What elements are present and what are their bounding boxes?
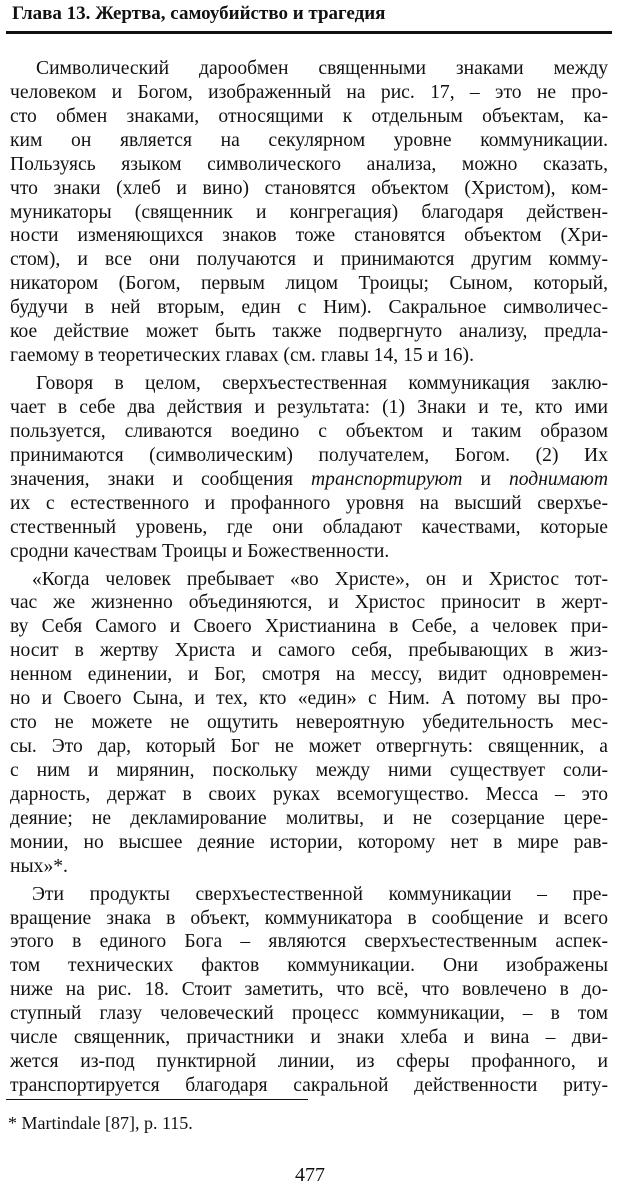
text-line: чает в себе два действия и результата: (1) Знаки и те, кто ими [10,397,608,418]
page-number: 477 [295,1164,325,1186]
text-line: ности изменяющихся знаков тоже становятся объектом (Хри- [10,225,608,246]
text-line: сто не можете не ощутить невероятную убедительность мес- [10,712,608,733]
text-line: числе священник, причастники и знаки хлеба и вина – дви- [10,1027,608,1048]
text-line: принимаются (символическим) получателем, Богом. (2) Их [10,445,608,466]
text-line: жется из-под пунктирной линии, из сферы профанного, и [10,1051,608,1072]
text-line: вращение знака в объект, коммуникатора в сообщение и всего [10,908,608,929]
text-line: Говоря в целом, сверхъестественная коммуникация заклю- [36,373,608,394]
footnote-rule [6,1099,308,1100]
text-line: сы. Это дар, который Бог не может отвергнуть: священник, а [10,736,608,757]
text-line: монии, но высшее деяние истории, которому нет в мире рав- [10,832,608,853]
text-line: сродни качествам Троицы и Божественности. [10,541,390,562]
text-line: носит в жертву Христа и самого себя, пребывающих в жиз- [10,640,608,661]
emphasis-text: транспортируют [311,469,463,490]
text-line: Эти продукты сверхъестественной коммуникации – пре- [32,884,608,905]
text-line: гаемому в теоретических главах (см. главы 14, 15 и 16). [10,345,474,366]
text-line: этого в единого Бога – являются сверхъестественным аспек- [10,931,608,952]
text-line: человеком и Богом, изображенный на рис. 17, – это не про- [10,82,608,103]
text-line: пользуется, сливаются воедино с объектом и таким образом [10,421,608,442]
text-line: транспортируется благодаря сакральной действенности риту- [10,1075,608,1096]
text-segment: значения, знаки и сообщения [10,469,293,490]
text-line: ву Себя Самого и Своего Христианина в Себе, а человек при- [10,616,608,637]
text-line: муникаторы (священник и конгрегация) благодаря действен- [10,202,608,223]
text-line: Символический дарообмен священными знаками между [36,58,608,79]
text-line: кое действие может быть также подвергнуто анализу, предла- [10,321,608,342]
emphasis-text: поднимают [508,469,608,490]
text-line: деяние; не декламирование молитвы, и не созерцание цере- [10,808,608,829]
text-line: ким он является на секулярном уровне коммуникации. [10,130,608,151]
text-line [10,468,608,492]
text-line: «Когда человек пребывает «во Христе», он и Христос тот- [32,569,608,590]
text-line: стом), и все они получаются и принимаются другим комму- [10,249,608,270]
text-line: ниже на рис. 18. Стоит заметить, что всё, что вовлечено в до- [10,979,608,1000]
text-line: сто обмен знаками, относящими к отдельным объектам, ка- [10,106,608,127]
text-line: час же жизненно объединяются, и Христос приносит в жерт- [10,592,608,613]
text-line: ненном единении, и Бог, смотря на мессу, видит одновремен- [10,664,608,685]
header-rule [6,31,612,34]
text-line: никатором (Богом, первым лицом Троицы; Сыном, который, [10,273,608,294]
text-line: но и Своего Сына, и тех, кто «един» с Ним. А потому вы про- [10,688,608,709]
text-segment: и [480,469,491,490]
text-line: что знаки (хлеб и вино) становятся объектом (Христом), ком- [10,178,608,199]
text-line: дарность, держат в своих руках всемогущество. Месса – это [10,784,608,805]
text-line: их с естественного и профанного уровня на высший сверхъе- [10,493,608,514]
text-line: стественный уровень, где они обладают качествами, которые [10,517,608,538]
running-header: Глава 13. Жертва, самоубийство и трагедия [12,3,386,24]
text-line: том технических фактов коммуникации. Они изображены [10,955,608,976]
text-line: с ним и мирянин, поскольку между ними существует соли- [10,760,608,781]
footnote: * Martindale [87], p. 115. [8,1113,193,1133]
text-line: будучи в ней вторым, един с Ним). Сакральное символичес- [10,297,608,318]
text-line: ступный глазу человеческий процесс коммуникации, – в том [10,1003,608,1024]
text-line: ных»*. [10,856,68,877]
text-line: Пользуясь языком символического анализа, можно сказать, [10,154,608,175]
